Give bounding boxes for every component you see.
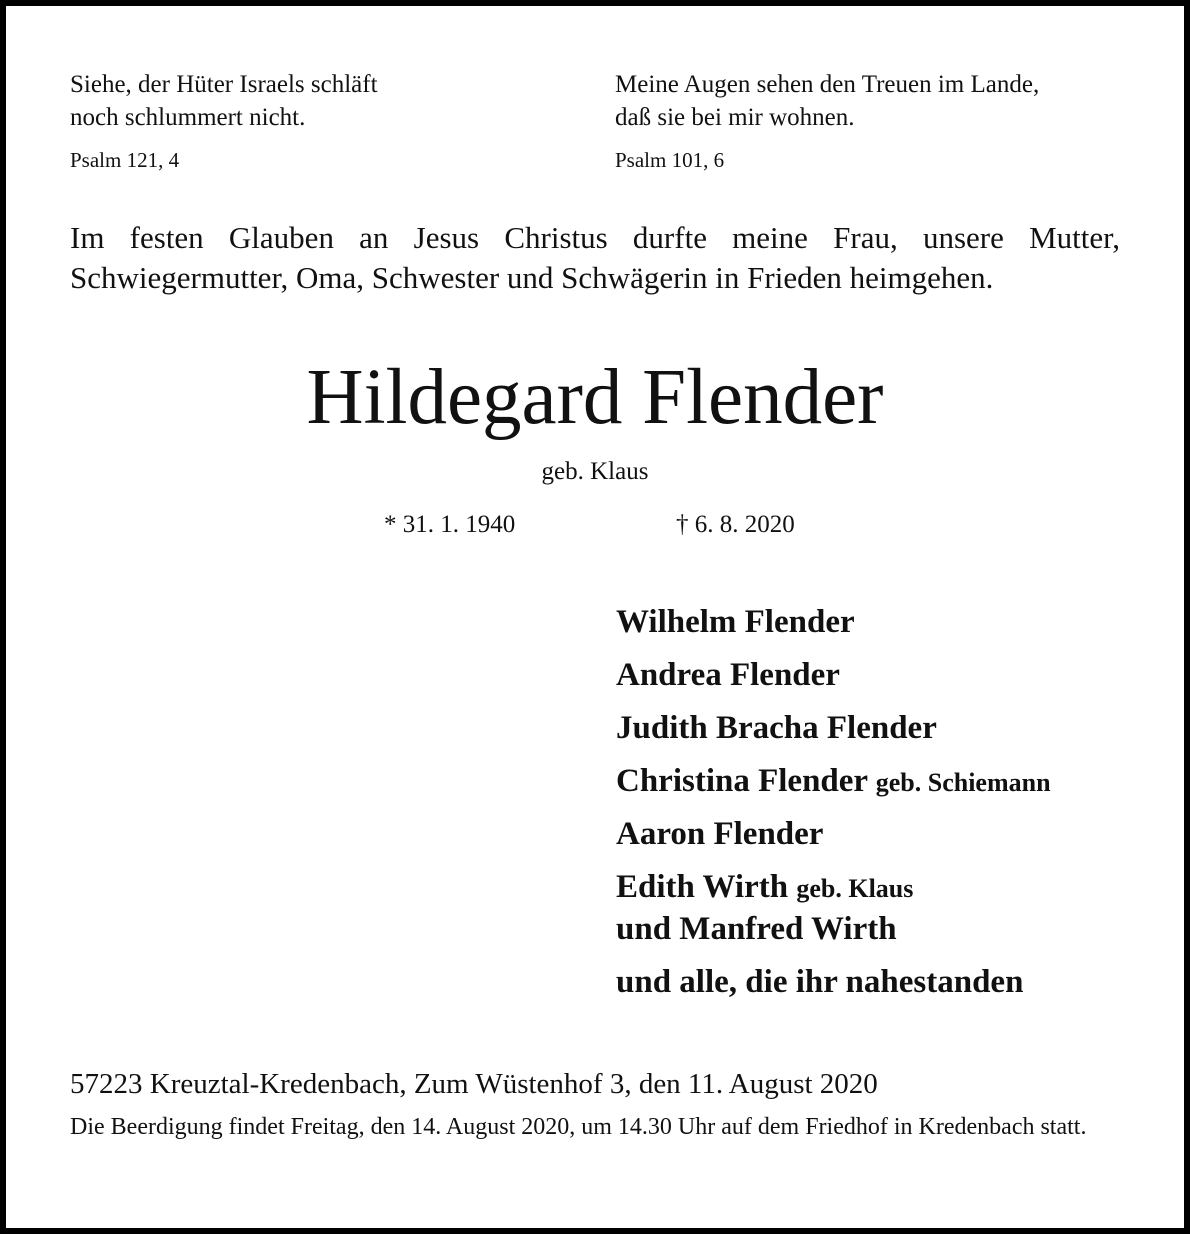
mourner-2: Andrea Flender	[616, 657, 840, 693]
verse-right	[615, 68, 1135, 134]
verse-right-line1: Meine Augen sehen den Treuen im Lande,	[615, 71, 1040, 98]
death-date: † 6. 8. 2020	[676, 511, 795, 538]
address-line: 57223 Kreuztal-Kredenbach, Zum Wüstenhof 3, den 11. August 2020	[70, 1068, 878, 1100]
mourner-4-note: geb. Schiemann	[875, 768, 1051, 797]
mourner-4-name: Christina Flender	[616, 763, 868, 799]
verse-left-line2: noch schlummert nicht.	[70, 104, 306, 131]
mourner-6-name: Edith Wirth	[616, 869, 789, 905]
funeral-info: Die Beerdigung findet Freitag, den 14. August 2020, um 14.30 Uhr auf dem Friedhof in Kredenbach statt.	[70, 1114, 1087, 1140]
mourner-4	[616, 761, 1051, 803]
birth-date: * 31. 1. 1940	[384, 511, 516, 538]
mourners-closing: und alle, die ihr nahestanden	[616, 964, 1024, 1000]
mourner-1: Wilhelm Flender	[616, 604, 855, 640]
mourner-5: Aaron Flender	[616, 816, 824, 852]
mourner-6-partner: und Manfred Wirth	[616, 911, 897, 947]
mourner-3: Judith Bracha Flender	[616, 710, 937, 746]
verse-left-line1: Siehe, der Hüter Israels schläft	[70, 71, 378, 98]
deceased-name: Hildegard Flender	[306, 354, 884, 441]
verse-right-line2: daß sie bei mir wohnen.	[615, 104, 855, 131]
verse-left	[70, 68, 570, 134]
deceased-birth-name: geb. Klaus	[541, 458, 649, 485]
verse-right-reference: Psalm 101, 6	[615, 148, 725, 172]
mourner-6-note: geb. Klaus	[796, 874, 914, 903]
verse-left-reference: Psalm 121, 4	[70, 148, 180, 172]
intro-text: Im festen Glauben an Jesus Christus durfte meine Frau, unsere Mutter, Schwiegermutter, Oma, Schwester und Schwägerin in Frieden heimgehen.	[70, 220, 1120, 295]
mourner-6	[616, 867, 913, 949]
